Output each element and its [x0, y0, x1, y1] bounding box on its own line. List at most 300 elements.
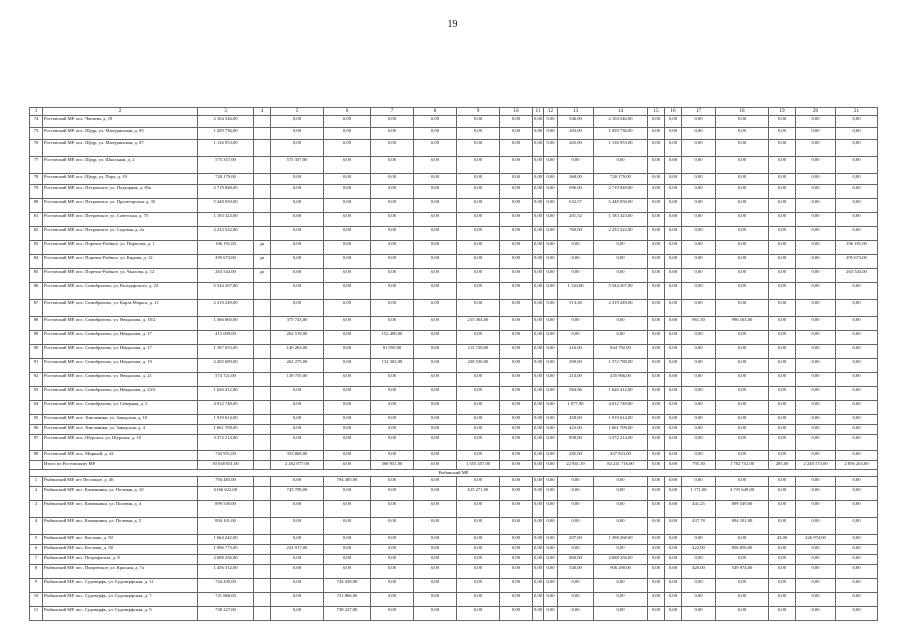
table-cell: 0,00 [665, 255, 682, 269]
table-cell [254, 174, 271, 185]
table-cell [254, 545, 271, 555]
table-cell: 0,00 [371, 283, 414, 300]
table-cell: 0,00 [648, 501, 665, 518]
table-cell: 0,00 [665, 140, 682, 157]
table-cell: 0,00 [371, 241, 414, 255]
table-cell: 0,00 [796, 213, 836, 227]
table-row [30, 415, 878, 425]
table-cell: 0,00 [836, 199, 878, 213]
table-cell: 0,00 [414, 331, 457, 345]
table-row [30, 545, 878, 555]
table-cell: 2 688 256,00 [198, 555, 254, 565]
table-cell: 0,00 [648, 401, 665, 415]
table-cell: 0,00 [533, 435, 544, 451]
table-cell: 0,00 [682, 300, 716, 317]
table-cell: 0,00 [682, 283, 716, 300]
table-cell [254, 451, 271, 461]
table-cell: 0,00 [796, 518, 836, 535]
table-cell: 22 941,19 [558, 461, 594, 470]
table-cell: 0,00 [533, 487, 544, 501]
table-cell: 0,00 [457, 269, 500, 283]
table-cell: 0,00 [836, 140, 878, 157]
table-cell: 0,00 [682, 435, 716, 451]
table-cell: 0,00 [796, 174, 836, 185]
table-cell: 0,00 [414, 227, 457, 241]
table-cell: 76 [30, 140, 43, 157]
table-cell: 0,00 [558, 607, 594, 621]
table-cell: 0,00 [457, 185, 500, 199]
table-cell: 0,00 [716, 477, 769, 487]
table-cell: 0,00 [665, 116, 682, 128]
table-cell: 0,00 [796, 255, 836, 269]
table-cell: 0,00 [648, 451, 665, 461]
table-cell: 0,00 [682, 477, 716, 487]
table-row [30, 140, 878, 157]
table-cell: 0,00 [716, 255, 769, 269]
column-header: 14 [594, 108, 648, 116]
table-cell: 0,00 [682, 199, 716, 213]
table-cell: 0,00 [648, 593, 665, 607]
table-cell: 0,00 [594, 241, 648, 255]
table-cell: 368 951,00 [371, 461, 414, 470]
table-cell: 546,00 [558, 116, 594, 128]
table-cell: 906 290,00 [594, 565, 648, 579]
table-cell: 0,00 [271, 401, 324, 415]
table-cell: 0,00 [371, 174, 414, 185]
table-cell: 6166 622,00 [198, 487, 254, 501]
table-cell: 0,00 [716, 593, 769, 607]
address-cell: Ростовский МР, пос. Щедр, ул. Пора, д. 19 [43, 174, 198, 185]
table-cell: 0,00 [544, 199, 558, 213]
table-cell: 0,00 [648, 241, 665, 255]
table-cell: 77 [30, 157, 43, 174]
table-cell: 0,00 [414, 128, 457, 140]
table-cell: 263,00 [558, 128, 594, 140]
table-cell: 1 626 412,00 [198, 387, 254, 401]
table-cell: 0,00 [836, 535, 878, 545]
table-cell: 78 [30, 174, 43, 185]
table-cell: 0,00 [414, 140, 457, 157]
table-cell: 0,00 [665, 425, 682, 435]
table-cell: 0,00 [836, 345, 878, 359]
table-cell: 0,00 [414, 477, 457, 487]
table-cell: 0,00 [271, 535, 324, 545]
table-cell: 74 [30, 116, 43, 128]
table-cell: 0,00 [665, 387, 682, 401]
table-cell: 0,00 [544, 545, 558, 555]
table-row [30, 185, 878, 199]
table-cell: 138 755,00 [271, 373, 324, 387]
table-cell: 0,00 [544, 331, 558, 345]
table-cell: 0,00 [533, 461, 544, 470]
table-cell: 0,00 [457, 128, 500, 140]
table-cell [254, 607, 271, 621]
table-cell: 0,00 [533, 199, 544, 213]
table-cell: 0,00 [371, 185, 414, 199]
table-cell: 152 490,00 [371, 331, 414, 345]
table-cell: 1 120,00 [558, 283, 594, 300]
table-cell: 0,00 [769, 128, 796, 140]
table-cell: 0,00 [324, 255, 371, 269]
table-cell: 0,00 [769, 140, 796, 157]
table-cell: 0,00 [648, 213, 665, 227]
table-cell: 0,00 [796, 317, 836, 331]
table-cell: 0,00 [648, 359, 665, 373]
table-cell: 2 248 173,00 [796, 461, 836, 470]
table-cell: 415 009,00 [198, 331, 254, 345]
table-cell: 0,00 [769, 387, 796, 401]
address-cell: Рыбинский МР, пос. Костино, д. 50 [43, 535, 198, 545]
table-cell: 0,00 [544, 317, 558, 331]
table-cell: 0,00 [716, 300, 769, 317]
table-cell: 0,00 [324, 157, 371, 174]
table-cell: 1 183 323,00 [198, 213, 254, 227]
table-cell: 0,00 [371, 607, 414, 621]
table-cell: 858,90 [558, 435, 594, 451]
table-row [30, 565, 878, 579]
table-cell: 0,00 [533, 116, 544, 128]
table-cell: 0,00 [648, 373, 665, 387]
table-cell: 0,00 [544, 373, 558, 387]
table-cell: 0,00 [271, 579, 324, 593]
table-cell: 0,00 [648, 185, 665, 199]
table-cell: 0,00 [544, 269, 558, 283]
address-cell: Ростовский МР, пос. Семибратово, ул. Некрасова, д. 19 [43, 359, 198, 373]
table-cell: 0,00 [796, 300, 836, 317]
table-cell: 1 398 268,00 [594, 535, 648, 545]
table-cell: 0,00 [533, 535, 544, 545]
table-cell: 84 [30, 255, 43, 269]
table-cell: 0,00 [500, 565, 533, 579]
table-cell: 0,00 [594, 487, 648, 501]
address-cell: Рыбинский МР, пос. Судоверфь, ул. Судоверфская, д. 7 [43, 593, 198, 607]
table-cell: 140 263,00 [271, 345, 324, 359]
table-cell: 0,00 [414, 518, 457, 535]
table-cell: 0,00 [665, 157, 682, 174]
table-cell: 0,00 [665, 518, 682, 535]
table-cell: 0,00 [414, 300, 457, 317]
table-row [30, 345, 878, 359]
table-cell: 0,00 [533, 359, 544, 373]
table-cell: 2 233 522,00 [198, 227, 254, 241]
table-cell: 0,00 [544, 518, 558, 535]
table-cell: 0,00 [648, 317, 665, 331]
address-cell: Ростовский МР, пос. Щедр, ул. Мичуринская, д. 85 [43, 128, 198, 140]
table-cell: 0,00 [665, 199, 682, 213]
table-cell: 0,00 [271, 128, 324, 140]
column-header: 3 [198, 108, 254, 116]
table-cell: 0,00 [371, 545, 414, 555]
table-cell: 81 [30, 213, 43, 227]
table-cell [254, 387, 271, 401]
table-cell: 2 262 877,00 [271, 461, 324, 470]
table-cell: 894 101,00 [716, 518, 769, 535]
table-cell: 0,00 [716, 373, 769, 387]
table-cell: 0,00 [500, 227, 533, 241]
table-cell: 0,00 [500, 451, 533, 461]
table-cell: 0,00 [371, 487, 414, 501]
table-cell: 82 [30, 227, 43, 241]
table-row [30, 401, 878, 415]
table-cell: 0,00 [271, 435, 324, 451]
table-cell: 0,00 [324, 227, 371, 241]
table-cell: 0,00 [544, 255, 558, 269]
table-row [30, 331, 878, 345]
table-row [30, 607, 878, 621]
table-cell: 0,00 [457, 300, 500, 317]
table-cell: 0,00 [836, 373, 878, 387]
table-cell: 0,00 [796, 435, 836, 451]
table-cell: 0,00 [716, 387, 769, 401]
table-cell: 1 366 860,00 [198, 317, 254, 331]
table-cell: 0,00 [271, 241, 324, 255]
table-cell: 0,00 [665, 373, 682, 387]
table-cell: 0,00 [414, 241, 457, 255]
table-cell: 0,00 [682, 535, 716, 545]
address-cell: Ростовский МР, пос. Чапаева, д. 19 [43, 116, 198, 128]
table-cell: 0,00 [324, 345, 371, 359]
table-cell: 0,00 [682, 345, 716, 359]
table-cell: 0,00 [796, 607, 836, 621]
table-cell: 0,00 [324, 425, 371, 435]
table-cell: 0,00 [371, 435, 414, 451]
table-cell: 0,00 [324, 415, 371, 425]
table-cell: 43,00 [769, 535, 796, 545]
table-cell: 0,00 [594, 607, 648, 621]
table-cell: 5 448 050,00 [594, 199, 648, 213]
table-cell: 115 720,00 [457, 345, 500, 359]
table-cell: 0,00 [836, 128, 878, 140]
table-cell: 0,00 [836, 317, 878, 331]
table-cell: 0,00 [796, 545, 836, 555]
table-cell: 0,00 [769, 555, 796, 565]
table-cell: 238 536,00 [457, 359, 500, 373]
table-cell: 0,00 [648, 477, 665, 487]
table-cell: 0,00 [769, 174, 796, 185]
table-cell: 0,00 [500, 116, 533, 128]
table-cell: 0,00 [533, 174, 544, 185]
table-cell: 0,00 [648, 255, 665, 269]
table-cell [254, 565, 271, 579]
table-cell: 0,00 [500, 435, 533, 451]
table-cell: 0,00 [665, 565, 682, 579]
table-cell: 0,00 [682, 269, 716, 283]
table-cell [254, 331, 271, 345]
table-cell: 1 626 412,00 [594, 387, 648, 401]
table-cell [254, 199, 271, 213]
table-cell: 0,00 [769, 241, 796, 255]
table-cell [254, 401, 271, 415]
table-cell: 0,00 [648, 518, 665, 535]
table-row [30, 255, 878, 269]
table-cell: 0,00 [371, 401, 414, 415]
table-cell: 0,00 [682, 174, 716, 185]
table-cell: 0,00 [796, 425, 836, 435]
table-cell: 0,00 [457, 565, 500, 579]
table-cell: 0,00 [371, 373, 414, 387]
table-cell: 0,00 [533, 593, 544, 607]
table-cell: 0,00 [594, 331, 648, 345]
table-cell: 0,00 [414, 425, 457, 435]
address-cell: Рыбинский МР, пос. Покровское, ул. Красная, д. 7а [43, 565, 198, 579]
table-cell [254, 579, 271, 593]
table-cell: 0,00 [544, 425, 558, 435]
table-cell: 0,00 [836, 425, 878, 435]
address-cell: Ростовский МР, пос. Семибратово, ул. Некрасова, д. 23/3 [43, 387, 198, 401]
table-cell: 0,00 [324, 269, 371, 283]
table-cell: 0,00 [594, 545, 648, 555]
table-cell: 0,00 [533, 140, 544, 157]
column-header: 16 [665, 108, 682, 116]
address-cell: Ростовский МР, пос. Петровское, ул. Пролетарская, д. 35 [43, 199, 198, 213]
table-cell: 0,00 [796, 116, 836, 128]
table-cell: 0,00 [682, 425, 716, 435]
table-cell: 0,00 [324, 451, 371, 461]
table-cell: 0,00 [558, 545, 594, 555]
table-cell: 2 233 522,00 [594, 227, 648, 241]
table-cell: 0,00 [796, 487, 836, 501]
table-cell: 297,00 [558, 535, 594, 545]
table-cell: 0,00 [594, 579, 648, 593]
table-cell: 0,00 [533, 425, 544, 435]
table-cell: 0,00 [533, 128, 544, 140]
table-cell: 0,00 [716, 579, 769, 593]
table-cell: 3 372 214,00 [594, 435, 648, 451]
table-cell: 0,00 [682, 140, 716, 157]
table-cell: 0,00 [500, 345, 533, 359]
table-cell: 0,00 [665, 283, 682, 300]
table-row [30, 435, 878, 451]
table-cell: 0,00 [324, 199, 371, 213]
table-cell: 213,00 [558, 373, 594, 387]
address-cell: Ростовский МР, пос. Хмельники, ул. Заводская, д. 4 [43, 425, 198, 435]
table-row [30, 373, 878, 387]
table-cell: 0,00 [533, 607, 544, 621]
table-cell: 0,00 [796, 593, 836, 607]
table-cell: 0,00 [682, 415, 716, 425]
table-row [30, 241, 878, 255]
table-cell: 0,00 [414, 174, 457, 185]
table-cell: 0,00 [371, 227, 414, 241]
header-row [30, 108, 878, 116]
table-cell: 0,00 [371, 300, 414, 317]
table-row [30, 116, 878, 128]
table-cell: 0,00 [716, 415, 769, 425]
table-cell: 0,00 [769, 300, 796, 317]
table-cell: 1 096 773,00 [198, 545, 254, 555]
table-cell: 196 191,00 [198, 241, 254, 255]
table-cell: 295 673,00 [836, 255, 878, 269]
address-cell: Ростовский МР, пос. Семибратово, ул. Северная, д. 5 [43, 401, 198, 415]
table-cell: 0,00 [500, 140, 533, 157]
table-cell: 760,00 [558, 227, 594, 241]
table-cell: 0,00 [665, 317, 682, 331]
table-cell: 0,00 [271, 555, 324, 565]
table-cell: 0,00 [682, 359, 716, 373]
table-cell: 0,00 [324, 359, 371, 373]
table-cell: 0,00 [544, 477, 558, 487]
table-cell: 11 [30, 607, 43, 621]
table-cell: 437,78 [682, 518, 716, 535]
table-cell: 0,00 [500, 415, 533, 425]
table-cell: 0,00 [716, 345, 769, 359]
table-cell: 0,00 [544, 227, 558, 241]
table-cell: 844 792,00 [594, 345, 648, 359]
table-cell [254, 425, 271, 435]
table-cell: 0,00 [682, 387, 716, 401]
table-cell: 0,00 [836, 401, 878, 415]
table-cell: 0,00 [594, 593, 648, 607]
table-cell: 1 919 614,00 [594, 415, 648, 425]
table-cell: 0,00 [796, 565, 836, 579]
table-cell: 513,30 [558, 300, 594, 317]
table-cell: 0,00 [544, 283, 558, 300]
table-cell: 0,00 [665, 185, 682, 199]
table-cell: 0,00 [500, 425, 533, 435]
table-cell: 265,00 [558, 140, 594, 157]
table-cell: 0,00 [769, 157, 796, 174]
table-cell: 0,00 [533, 477, 544, 487]
table-cell: 0,00 [594, 518, 648, 535]
table-cell: 0,00 [796, 501, 836, 518]
table-cell: 0,00 [500, 535, 533, 545]
table-cell: 856 856,00 [716, 545, 769, 555]
table-cell: 82 241 716,00 [594, 461, 648, 470]
table-cell: 0,00 [414, 373, 457, 387]
table-cell [254, 128, 271, 140]
table-cell: 2 205 689,00 [198, 359, 254, 373]
table-cell: 0,00 [682, 255, 716, 269]
table-cell: 0,00 [324, 128, 371, 140]
column-header: 15 [648, 108, 665, 116]
table-cell: 0,00 [271, 269, 324, 283]
register-table [29, 107, 878, 621]
address-cell: Ростовский МР, пос. Мирный, д. 42 [43, 451, 198, 461]
table-cell: 0,00 [544, 535, 558, 545]
table-cell: 0,00 [414, 487, 457, 501]
address-cell: Ростовский МР, пос. Поречье-Рыбное, ул. Пирогова, д. 1 [43, 241, 198, 255]
table-cell: 0,00 [682, 579, 716, 593]
table-cell: 0,00 [324, 283, 371, 300]
table-cell: 0,00 [796, 451, 836, 461]
table-cell: 0,00 [414, 283, 457, 300]
table-cell: 0,00 [271, 477, 324, 487]
table-cell: 375 743,00 [271, 317, 324, 331]
table-cell: 0,00 [544, 579, 558, 593]
table-cell: 0,00 [648, 565, 665, 579]
table-cell: 0,00 [324, 317, 371, 331]
table-cell: 0,00 [271, 140, 324, 157]
table-cell: 0,00 [648, 425, 665, 435]
table-cell: 0,00 [769, 565, 796, 579]
table-cell: 0,00 [769, 116, 796, 128]
table-cell: 0,00 [796, 227, 836, 241]
table-cell: 2 319 249,00 [198, 300, 254, 317]
table-cell: 0,00 [594, 501, 648, 518]
table-cell [254, 300, 271, 317]
table-cell [254, 435, 271, 451]
table-cell: 0,00 [716, 227, 769, 241]
table-cell: 0,00 [533, 518, 544, 535]
table-row [30, 535, 878, 545]
table-cell: 0,00 [371, 199, 414, 213]
table-cell: 216,00 [558, 345, 594, 359]
table-cell: 899 549,00 [716, 501, 769, 518]
address-cell: Ростовский МР, пос. Семибратово, ул. Карла Маркса, д. 11 [43, 300, 198, 317]
table-cell: 0,00 [682, 555, 716, 565]
table-cell: 0,00 [500, 157, 533, 174]
table-row [30, 425, 878, 435]
